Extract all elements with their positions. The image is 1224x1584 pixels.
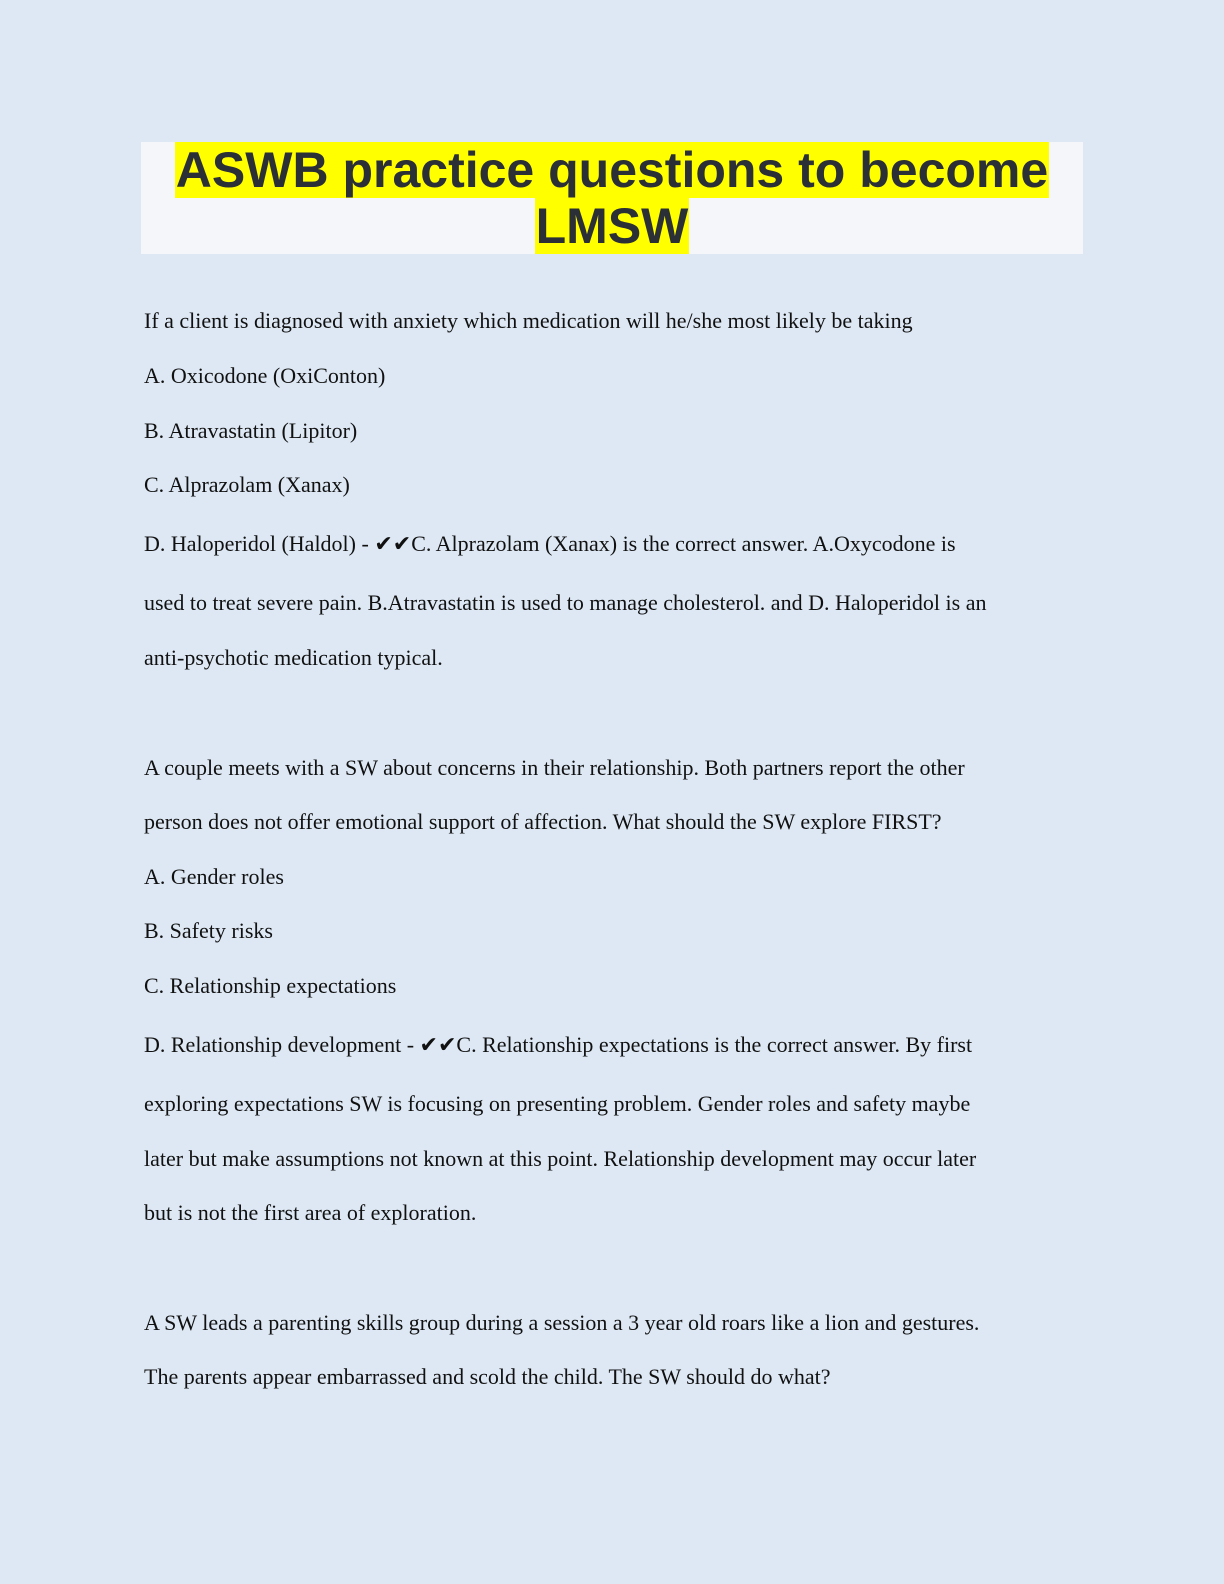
question-1-option-a: A. Oxicodone (OxiConton): [144, 363, 386, 388]
question-1-answer-line-2: used to treat severe pain. B.Atravastatin is used to manage cholesterol. and D. Haloperidol is an: [144, 590, 987, 615]
question-1-answer-line-3: anti-psychotic medication typical.: [144, 645, 443, 670]
question-1-option-b: B. Atravastatin (Lipitor): [144, 418, 358, 443]
question-2-answer-line-2: exploring expectations SW is focusing on presenting problem. Gender roles and safety maybe: [144, 1091, 971, 1116]
question-2-text-line-2: person does not offer emotional support of affection. What should the SW explore FIRST?: [144, 809, 942, 834]
question-2-option-b: B. Safety risks: [144, 918, 273, 943]
question-1-text: If a client is diagnosed with anxiety which medication will he/she most likely be taking: [144, 308, 913, 333]
question-1-option-c: C. Alprazolam (Xanax): [144, 472, 350, 497]
question-1-option-d-answer: D. Haloperidol (Haldol) - ✔✔C. Alprazolam (Xanax) is the correct answer. A.Oxycodone is: [144, 531, 956, 556]
title-text-1: ASWB practice questions to become: [175, 142, 1049, 198]
question-2-option-c: C. Relationship expectations: [144, 973, 397, 998]
question-2-text-line-1: A couple meets with a SW about concerns in their relationship. Both partners report the other: [144, 755, 965, 780]
question-2-answer-line-3: later but make assumptions not known at this point. Relationship development may occur later: [144, 1146, 977, 1171]
question-3-text-line-2: The parents appear embarrassed and scold the child. The SW should do what?: [144, 1364, 831, 1389]
question-2-option-a: A. Gender roles: [144, 864, 284, 889]
title-text-2: LMSW: [535, 198, 689, 254]
title-banner: [141, 142, 1083, 254]
question-3-text-line-1: A SW leads a parenting skills group during a session a 3 year old roars like a lion and gestures.: [144, 1310, 980, 1335]
question-2-option-d-answer: D. Relationship development - ✔✔C. Relationship expectations is the correct answer. By first: [144, 1032, 973, 1057]
title-line-2: [141, 198, 1083, 254]
question-2-answer-line-4: but is not the first area of exploration.: [144, 1200, 477, 1225]
title-line-1: [141, 142, 1083, 198]
